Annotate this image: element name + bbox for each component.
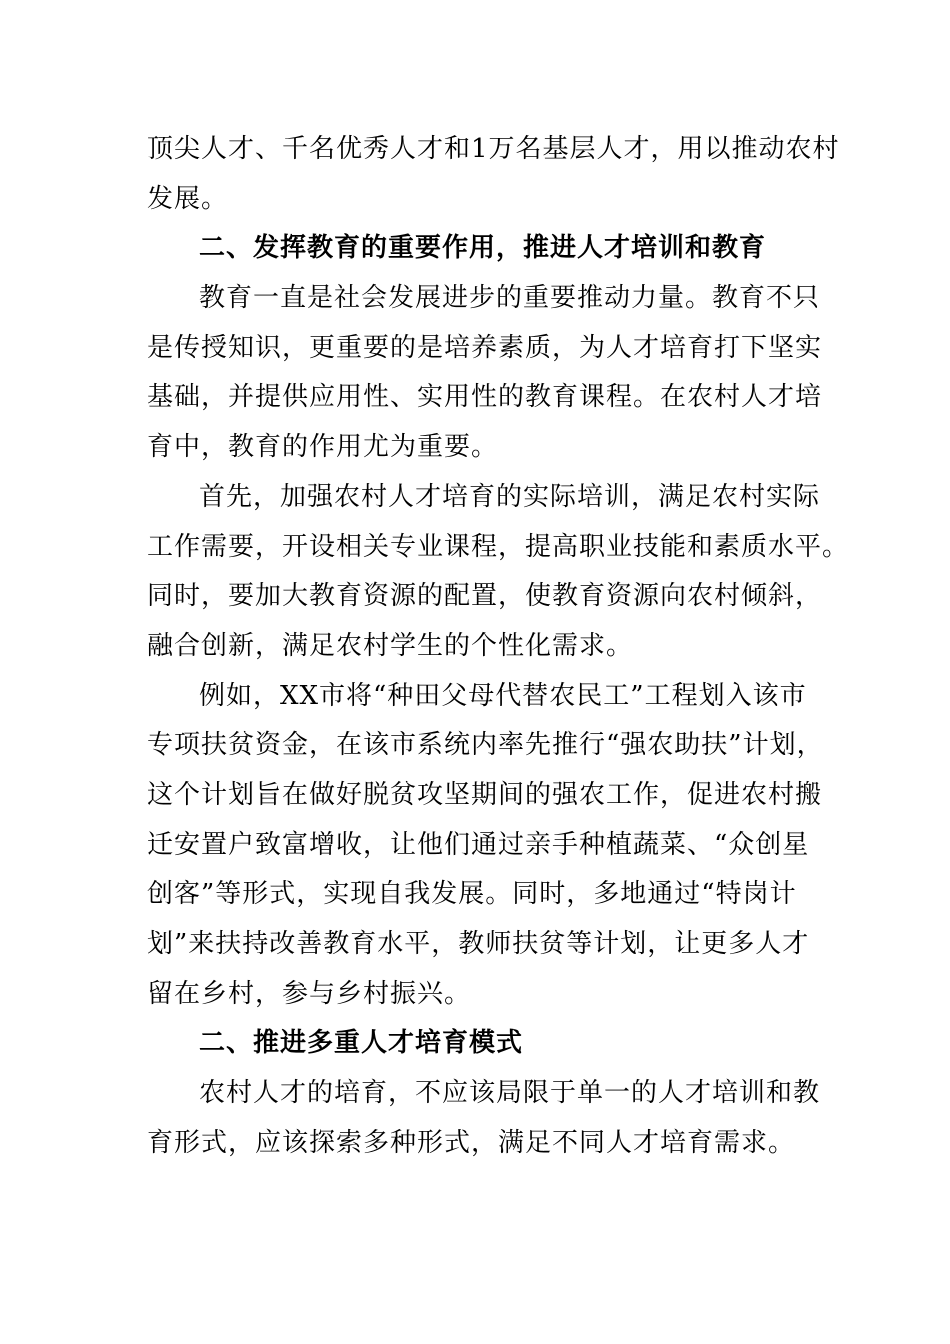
paragraph-line: 首先，加强农村人才培育的实际培训，满足农村实际 [199, 481, 821, 512]
paragraph-line: 专项扶贫资金，在该市系统内率先推行“强农助扶”计划， [147, 730, 824, 761]
paragraph-line: 发展。 [147, 183, 229, 214]
paragraph-line: 农村人才的培育，不应该局限于单一的人才培训和教 [199, 1078, 821, 1109]
paragraph-line: 留在乡村，参与乡村振兴。 [147, 978, 472, 1009]
section-heading: 二、发挥教育的重要作用，推进人才培训和教育 [199, 233, 767, 264]
paragraph-line: 是传授知识，更重要的是培养素质，为人才培育打下坚实 [147, 332, 823, 363]
paragraph-line: 迁安置户致富增收，让他们通过亲手种植蔬菜、“众创星 [147, 829, 810, 860]
paragraph-line: 顶尖人才、千名优秀人才和1万名基层人才，用以推动农村 [147, 134, 840, 164]
paragraph-line: 教育一直是社会发展进步的重要推动力量。教育不只 [199, 283, 821, 314]
section-heading: 二、推进多重人才培育模式 [199, 1028, 524, 1059]
paragraph-line: 融合创新，满足农村学生的个性化需求。 [147, 630, 634, 661]
paragraph-line: 例如，XX市将“种田父母代替农民工”工程划入该市 [199, 680, 807, 711]
paragraph-line: 同时，要加大教育资源的配置，使教育资源向农村倾斜， [147, 581, 823, 612]
paragraph-line: 工作需要，开设相关专业课程，提高职业技能和素质水平。 [147, 531, 850, 562]
paragraph-line: 基础，并提供应用性、实用性的教育课程。在农村人才培 [147, 382, 823, 413]
paragraph-line: 创客”等形式，实现自我发展。同时，多地通过“特岗计 [147, 879, 797, 910]
document-body [147, 125, 850, 1168]
paragraph-line: 划”来扶持改善教育水平，教师扶贫等计划，让更多人才 [147, 929, 810, 959]
paragraph-line: 育形式，应该探索多种形式，满足不同人才培育需求。 [147, 1127, 796, 1158]
paragraph-line: 育中，教育的作用尤为重要。 [147, 432, 499, 463]
paragraph-line: 这个计划旨在做好脱贫攻坚期间的强农工作，促进农村搬 [147, 779, 823, 810]
